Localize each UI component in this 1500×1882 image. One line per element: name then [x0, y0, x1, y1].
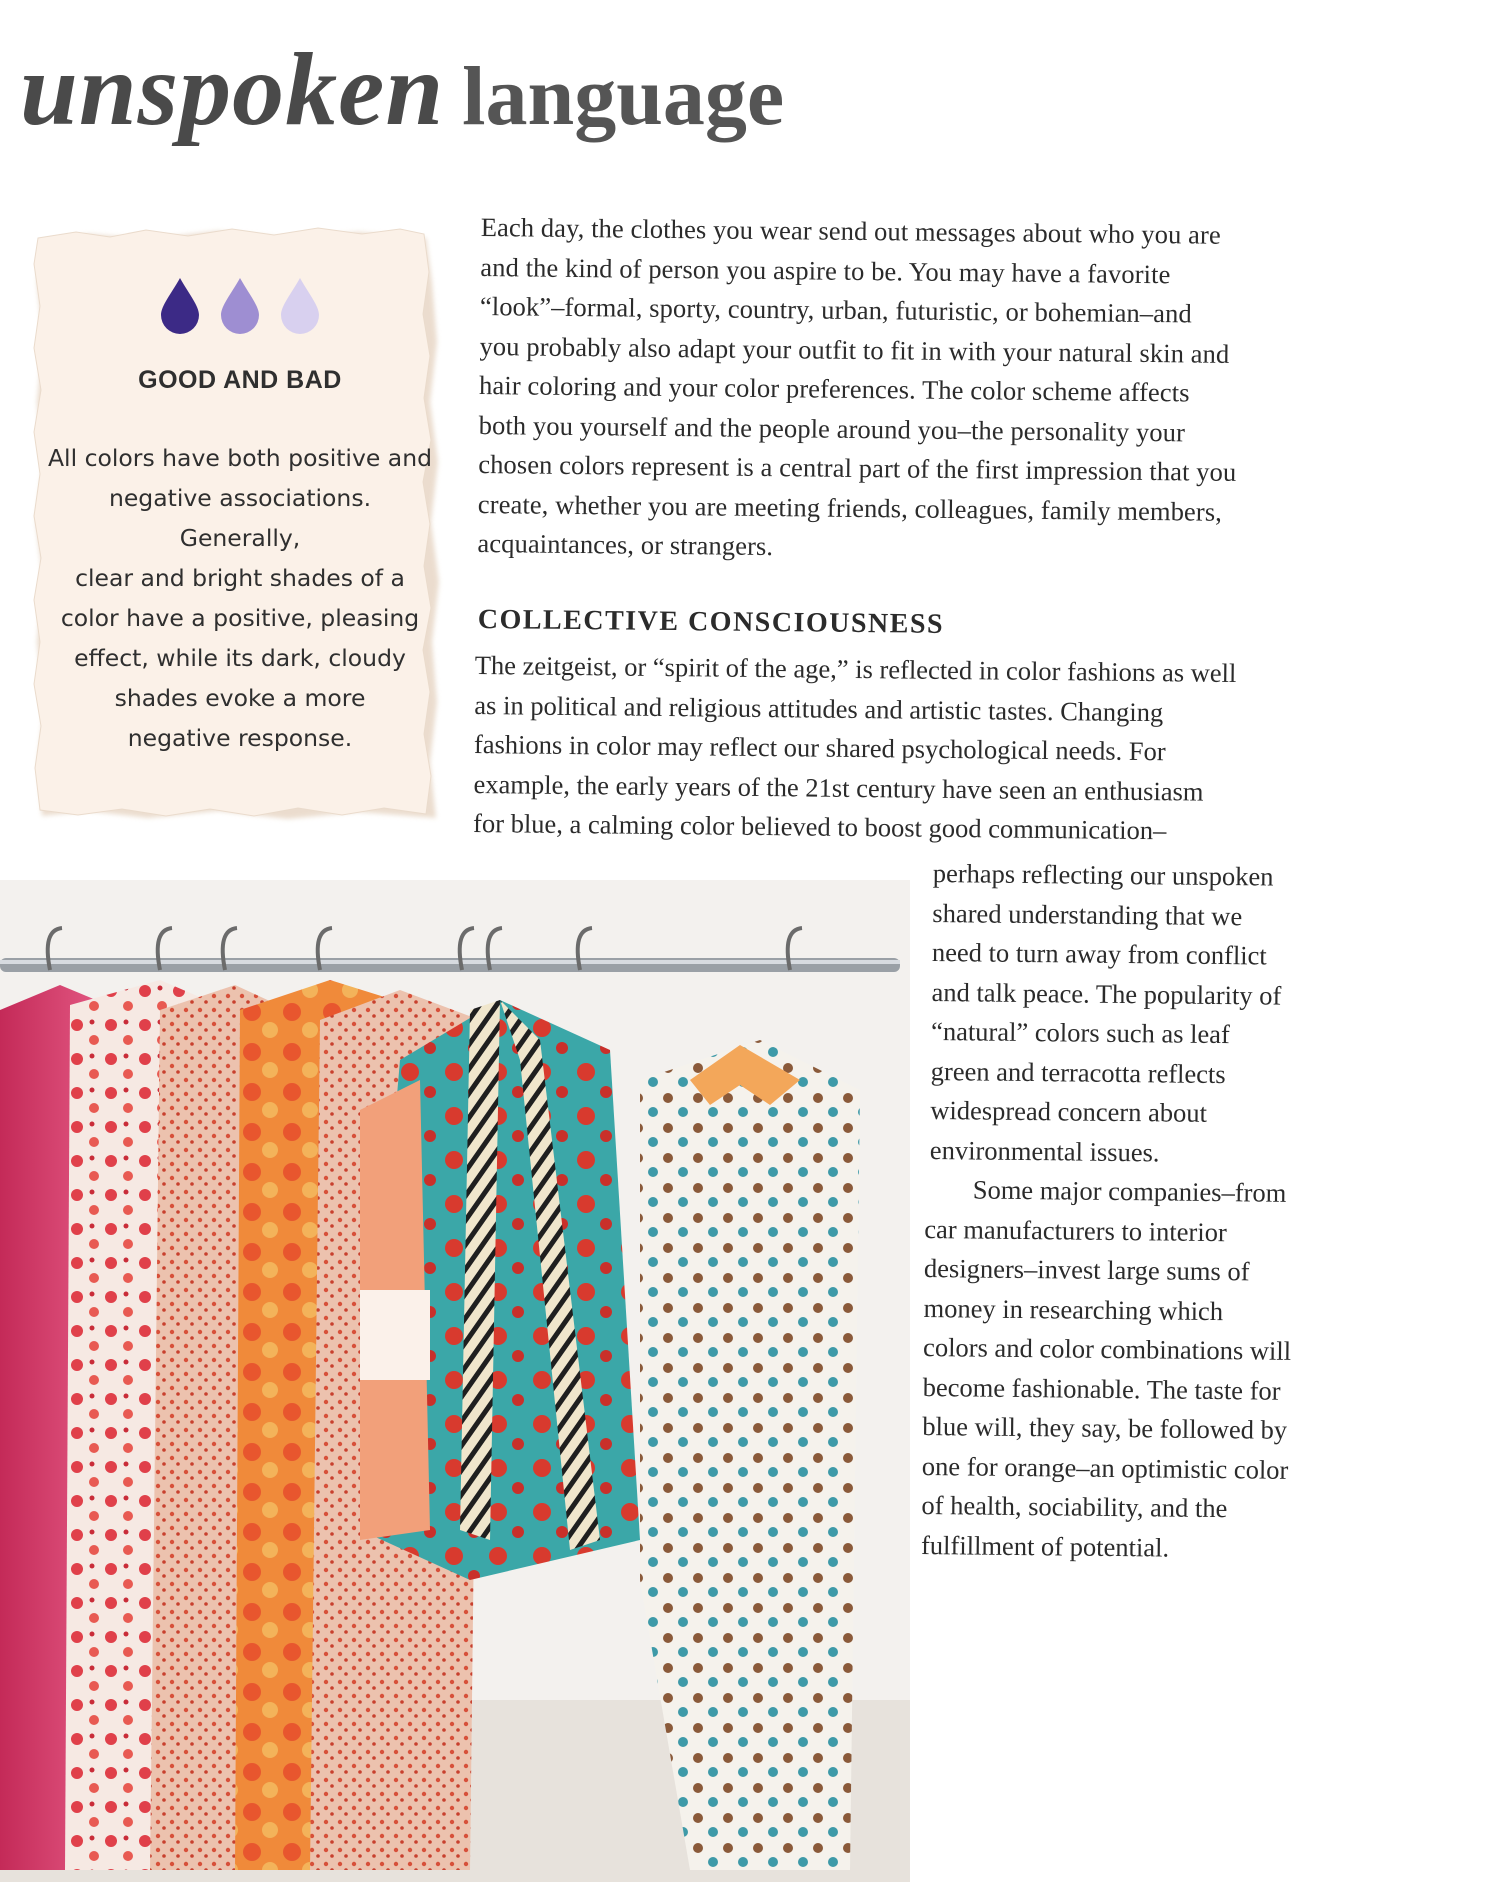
text-line: blue will, they say, be followed by [922, 1410, 1288, 1445]
sidebar-heading: GOOD AND BAD [138, 366, 342, 394]
text-line: fulfillment of potential. [920, 1529, 1170, 1563]
sidebar-card [28, 222, 452, 826]
text-line: become fashionable. The taste for [922, 1371, 1281, 1406]
sidebar-line: effect, while its dark, cloudy [74, 644, 406, 672]
text-line: designers–invest large sums of [923, 1252, 1250, 1287]
text-line: as in political and religious attitudes and artistic tastes. Changing [474, 689, 1164, 727]
sidebar-line: clear and bright shades of a [75, 564, 405, 592]
text-line: need to turn away from conflict [931, 936, 1267, 971]
text-line: Some major companies–from [972, 1174, 1287, 1208]
section-heading: COLLECTIVE CONSCIOUSNESS [477, 604, 945, 640]
text-line: colors and color combinations will [922, 1331, 1292, 1366]
text-line: you probably also adapt your outfit to fit in with your natural skin and [479, 330, 1230, 369]
shirt-polka [640, 1040, 860, 1870]
text-line: create, whether you are meeting friends, colleagues, family members, [477, 488, 1223, 527]
page-title [20, 30, 784, 160]
sidebar-line: All colors have both positive and [47, 444, 433, 472]
intro-paragraph [477, 208, 1389, 573]
text-line: green and terracotta reflects [930, 1055, 1226, 1089]
companies-paragraph [921, 1170, 1395, 1570]
sidebar-line: color have a positive, pleasing [60, 604, 420, 632]
text-line: environmental issues. [929, 1134, 1160, 1167]
text-line: of health, sociability, and the [921, 1489, 1228, 1524]
title-roman-part: language [462, 50, 785, 143]
sidebar-body [46, 438, 434, 758]
text-line: widespread concern about [930, 1094, 1208, 1128]
text-line: Each day, the clothes you wear send out messages about who you are [480, 211, 1221, 250]
sidebar-line: shades evoke a more [114, 684, 366, 712]
text-line: and talk peace. The popularity of [931, 976, 1282, 1011]
text-line: acquaintances, or strangers. [477, 527, 774, 562]
text-line: car manufacturers to interior [924, 1213, 1227, 1247]
color-drops [28, 276, 452, 334]
sidebar-line: negative associations. Generally, [108, 484, 372, 552]
text-line: The zeitgeist, or “spirit of the age,” is reflected in color fashions as well [474, 649, 1237, 688]
text-line: money in researching which [923, 1292, 1224, 1326]
text-line: example, the early years of the 21st century have seen an enthusiasm [473, 768, 1204, 807]
text-line: fashions in color may reflect our shared psychological needs. For [473, 728, 1166, 767]
clothes-rack-photo [0, 880, 910, 1882]
text-line: and the kind of person you aspire to be. You may have a favorite [480, 251, 1171, 289]
text-line: shared understanding that we [932, 897, 1243, 931]
text-line: perhaps reflecting our unspoken [932, 857, 1274, 892]
text-line: one for orange–an optimistic color [921, 1450, 1289, 1485]
text-line: hair coloring and your color preferences. The color scheme affects [478, 369, 1190, 408]
text-line: for blue, a calming color believed to boost good communication– [472, 807, 1167, 846]
drop-dark-icon [159, 276, 201, 334]
sidebar-line: negative response. [127, 724, 353, 752]
text-line: “natural” colors such as leaf [930, 1015, 1231, 1050]
text-line: both you yourself and the people around you–the personality your [478, 409, 1186, 447]
zeitgeist-paragraph [473, 646, 1393, 853]
drop-light-icon [279, 276, 321, 334]
clothes-rack-illustration [0, 880, 910, 1882]
text-line: “look”–formal, sporty, country, urban, futuristic, or bohemian–and [479, 290, 1192, 329]
zeitgeist-paragraph-continued [930, 854, 1393, 1175]
title-italic-part: unspoken [20, 32, 445, 147]
text-line: chosen colors represent is a central part of the first impression that you [478, 448, 1237, 487]
drop-medium-icon [219, 276, 261, 334]
